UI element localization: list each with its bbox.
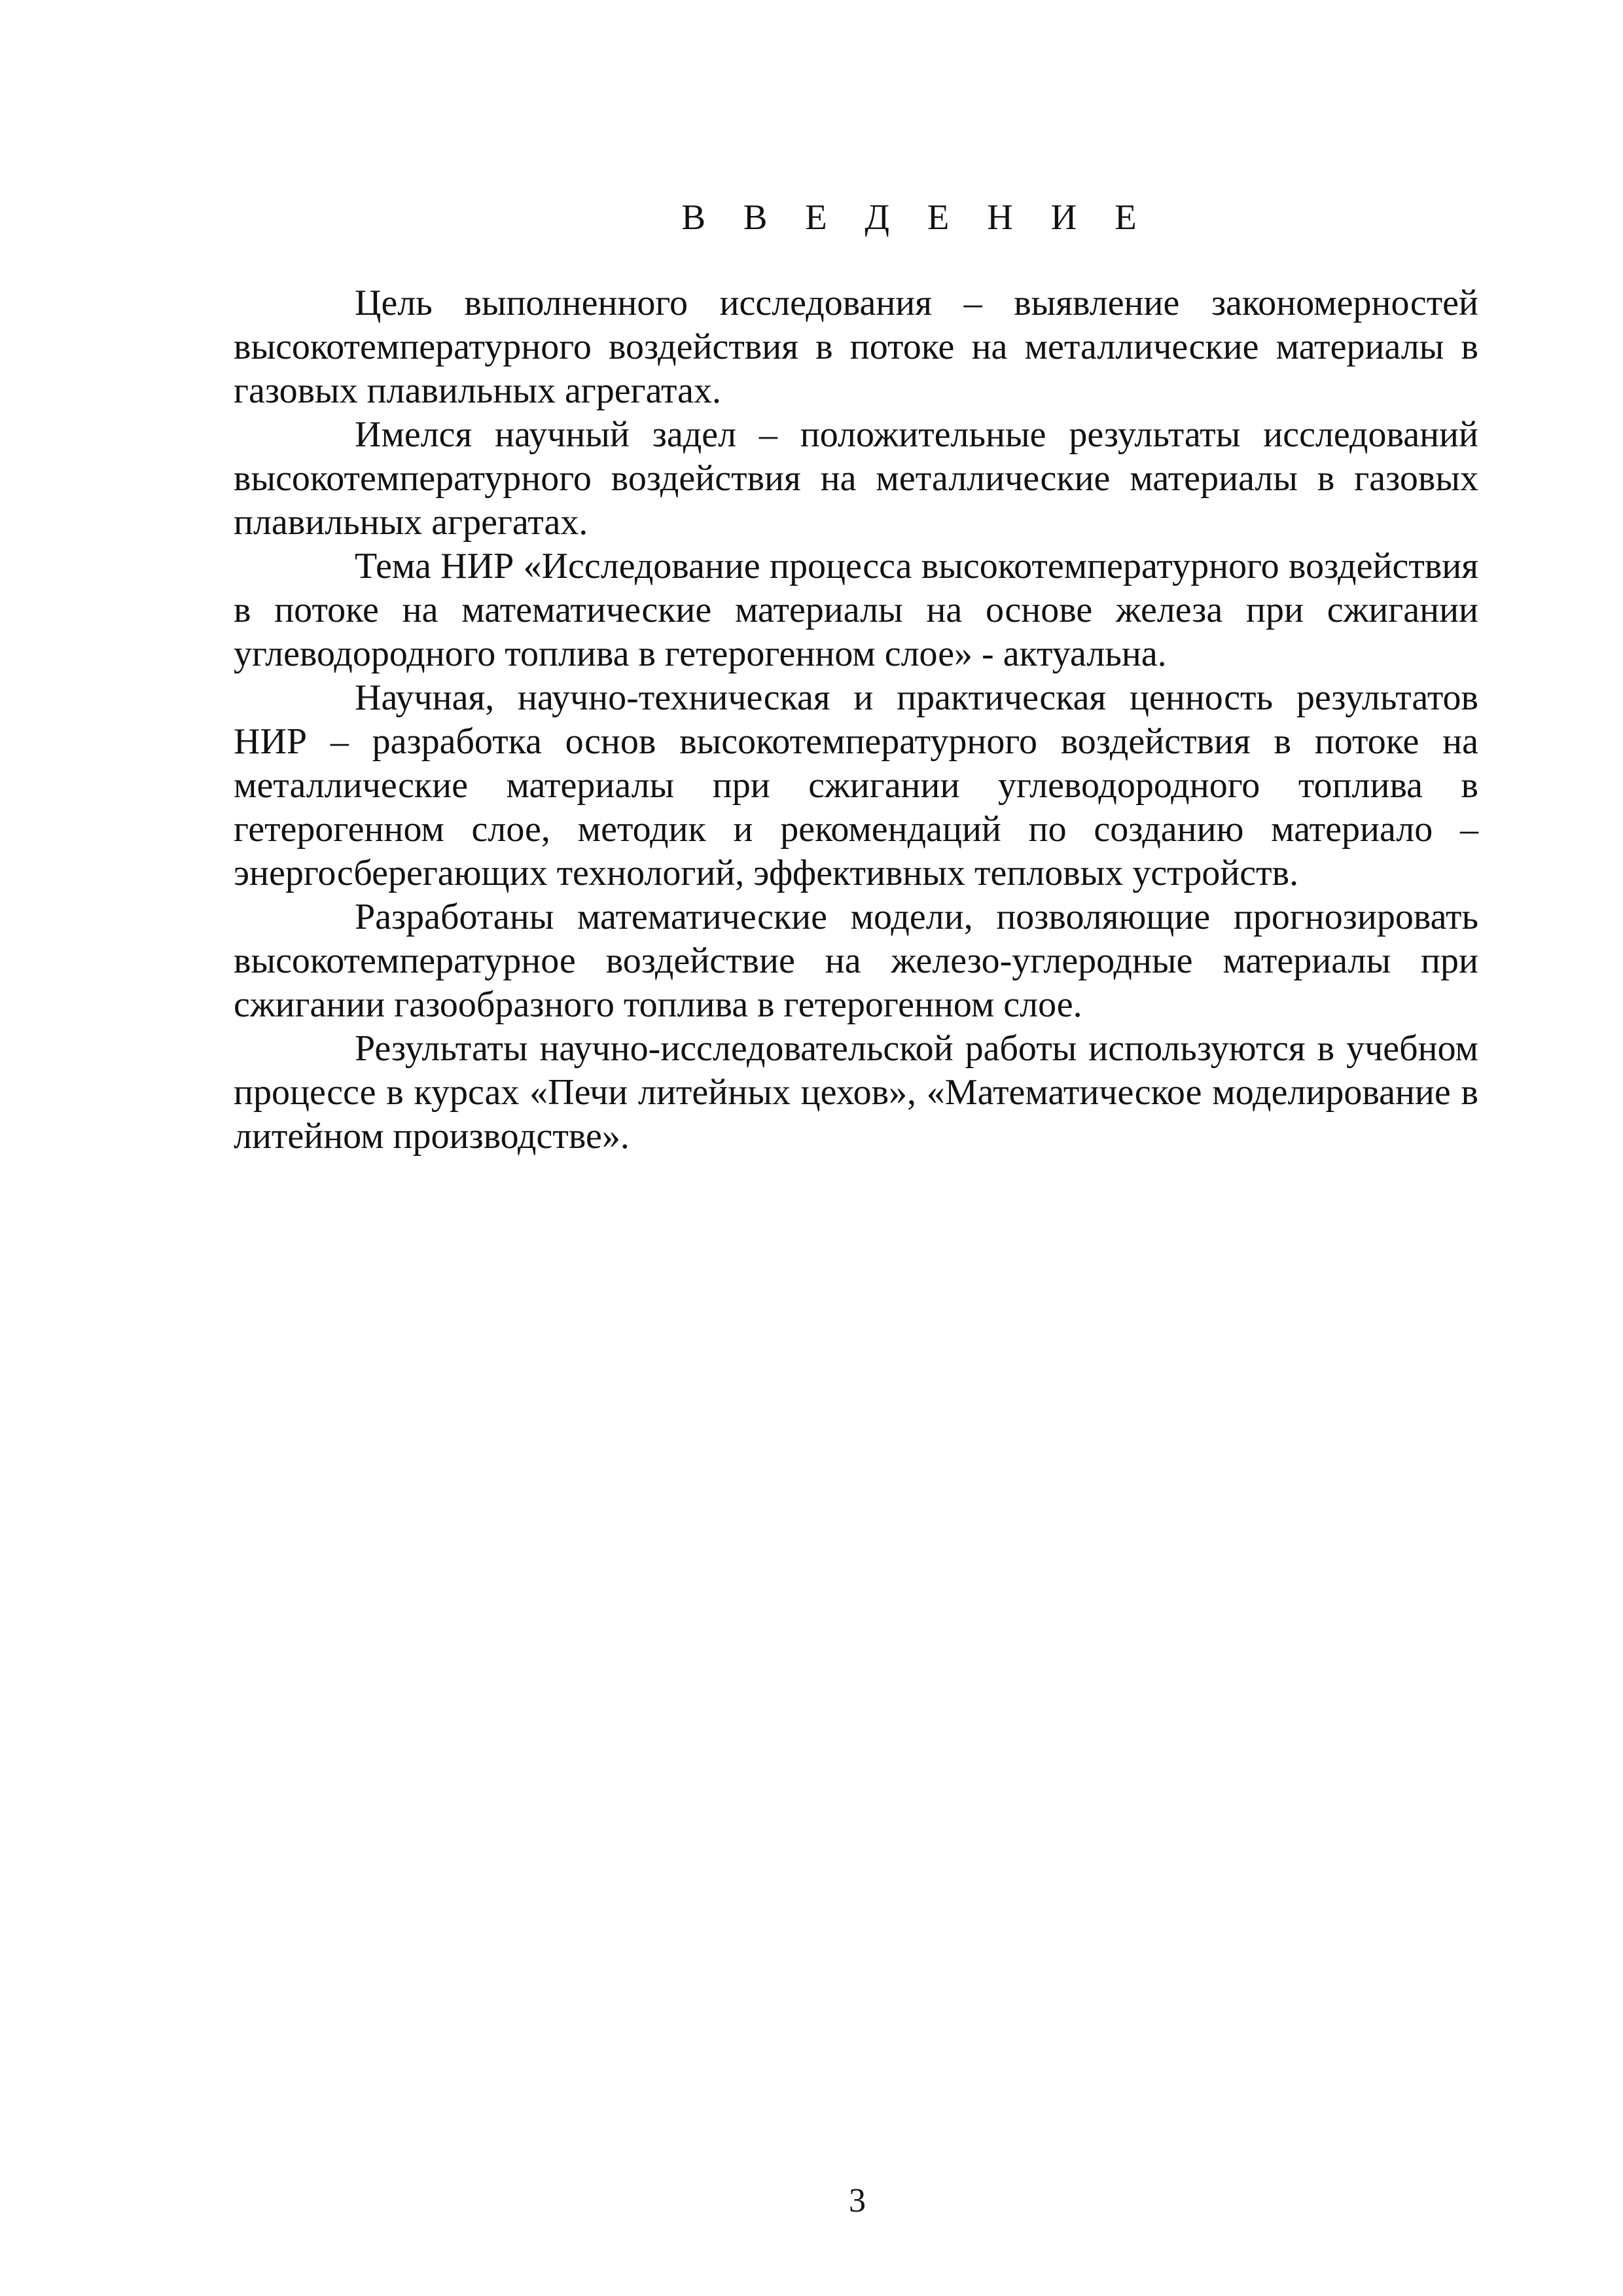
paragraph-research-topic: Тема НИР «Исследование процесса высокотемпературного воздействия в потоке на математические материалы на основе железа при сжигании углеводородного топлива в гетерогенном слое» - актуальна. xyxy=(234,546,1478,674)
paragraph-scientific-groundwork: Имелся научный задел – положительные результаты исследований высокотемпературного воздействия на металлические материалы в газовых плавильных агрегатах. xyxy=(234,414,1478,543)
paragraph-results-usage: Результаты научно-исследовательской работы используются в учебном процессе в курсах «Печи литейных цехов», «Математическое моделирование в литейном производстве». xyxy=(234,1028,1478,1157)
paragraph-results-value: Научная, научно-техническая и практическая ценность результатов НИР – разработка основ высокотемпературного воздействия в потоке на металлические материалы при сжигании углеводородного топлива в гетерогенном слое, методик и рекомендаций по созданию материало – энергосберегающих технологий, эффективных тепловых устройств. xyxy=(234,677,1478,893)
paragraph-math-models: Разработаны математические модели, позволяющие прогнозировать высокотемпературное воздействие на железо-углеродные материалы при сжигании газообразного топлива в гетерогенном слое. xyxy=(234,897,1478,1025)
paragraph-research-goal: Цель выполненного исследования – выявление закономерностей высокотемпературного воздействия в потоке на металлические материалы в газовых плавильных агрегатах. xyxy=(234,283,1478,411)
section-heading: В В Е Д Е Н И Е xyxy=(681,197,1151,237)
document-body xyxy=(234,281,1478,1158)
page-number: 3 xyxy=(849,2182,866,2219)
